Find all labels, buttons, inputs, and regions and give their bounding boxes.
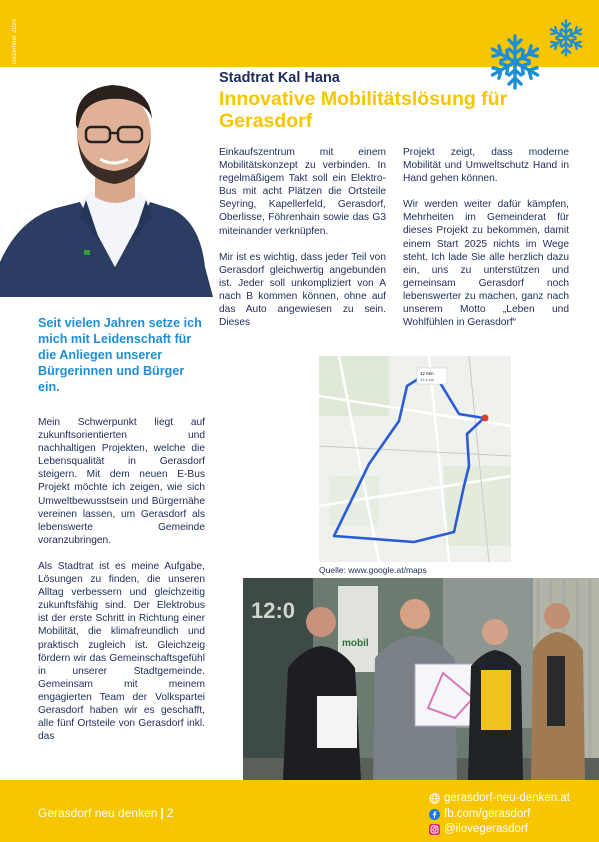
route-map (319, 356, 511, 562)
instagram-link[interactable] (429, 822, 570, 838)
map-caption: Quelle: www.google.at/maps (319, 565, 427, 575)
lead-quote: Seit vielen Jahren setze ich mich mit Leidenschaft für die Anliegen unserer Bürgerinnen und Bürger ein. (38, 316, 202, 394)
footer-links (429, 791, 570, 838)
facebook-text: fb.com/gerasdorf (444, 807, 531, 820)
paragraph: Mir ist es wichtig, dass jeder Teil von Gerasdorf gleichwertig angebunden ist. Jeder soll unkompliziert von A nach B kommen können, ohne auf das Auto angewiesen zu sein. Dieses (219, 251, 386, 329)
date-label: Dezember 2024 (12, 18, 18, 64)
paragraph: Einkaufszentrum mit einem Mobilitätskonzept zu verbinden. In regelmäßigem Takt soll ein Elektro-Bus mit acht Plätzen die Ortsteile Seyring, Kapellerfeld, Gerasdorf, Oberlisse, Föhrenhain sowie das G3 miteinander verknüpfen. (219, 147, 386, 237)
footer-separator: | (160, 806, 164, 820)
clock-display: 12:0 (251, 598, 296, 623)
snowflake-icon (485, 32, 545, 92)
map-duration-label (417, 368, 447, 384)
facebook-link[interactable] (429, 807, 570, 823)
globe-icon (429, 793, 440, 804)
text-column-middle (219, 146, 386, 342)
map-distance-text: 15,4 km (420, 377, 435, 382)
text-column-right (403, 146, 569, 342)
text-column-left (38, 416, 205, 756)
paragraph: Als Stadtrat ist es meine Aufgabe, Lösungen zu finden, die unseren Alltag verbessern und gleichzeitig zukunftsfähig sind. Der Elektrobus ist der erste Schritt in Richtung einer Mobilität, die klimafreundlich und praktisch zugleich ist. Gleichzeig fördern wir das Gemeinschaftsgefühl in unserer Stadtgemeinde. Gemeinsam mit meinem engagierten Team der Volkspartei Gerasdorf haben wir es geschafft, alle fünf Ortsteile von Gerasdorf inkl. das (38, 560, 205, 743)
website-text: gerasdorf-neu-denken.at (444, 792, 570, 804)
author-name: Stadtrat Kal Hana (219, 70, 340, 86)
paragraph: Wir werden weiter dafür kämpfen, Mehrheiten im Gemeinderat für dieses Projekt zu bekommen, damit einem Start 2025 nichts im Wege steht. Ich lade Sie alle herzlich dazu ein, uns zu unterstützen und gemeinsam Gerasdorf noch lebenswerter zu machen, ganz nach unserem Motto „Leben und Wohlfühlen in Gerasdorf“ (403, 199, 569, 329)
article-headline: Innovative Mobilitätslösung für Gerasdorf (219, 88, 508, 132)
paragraph: Mein Schwerpunkt liegt auf zukunftsorientierten und nachhaltigen Projekten, welche die Lebensqualität in Gerasdorf steigern. Mit dem neuen E-Bus Projekt möchte ich zeigen, wie sich Umweltbewusstsein und Bürgernähe vereinen lassen, um Gerasdorf als lebenswerte Gemeinde voranzubringen. (38, 417, 205, 546)
footer-brand (38, 806, 173, 820)
website-link[interactable] (429, 791, 570, 807)
bus-stop-sign: mobil (342, 638, 369, 649)
map-duration-text: 42 Min. (420, 371, 435, 376)
paragraph: Projekt zeigt, dass moderne Mobilität und Umweltschutz Hand in Hand gehen können. (403, 147, 569, 185)
footer-slogan: Gerasdorf neu denken (38, 806, 158, 820)
page-number: 2 (166, 806, 174, 820)
portrait-photo (0, 67, 213, 297)
snowflake-small-icon (546, 18, 586, 58)
instagram-icon (429, 824, 440, 835)
facebook-icon (429, 809, 440, 820)
instagram-text: @ilovegerasdorf (444, 823, 528, 835)
group-photo (243, 578, 599, 780)
